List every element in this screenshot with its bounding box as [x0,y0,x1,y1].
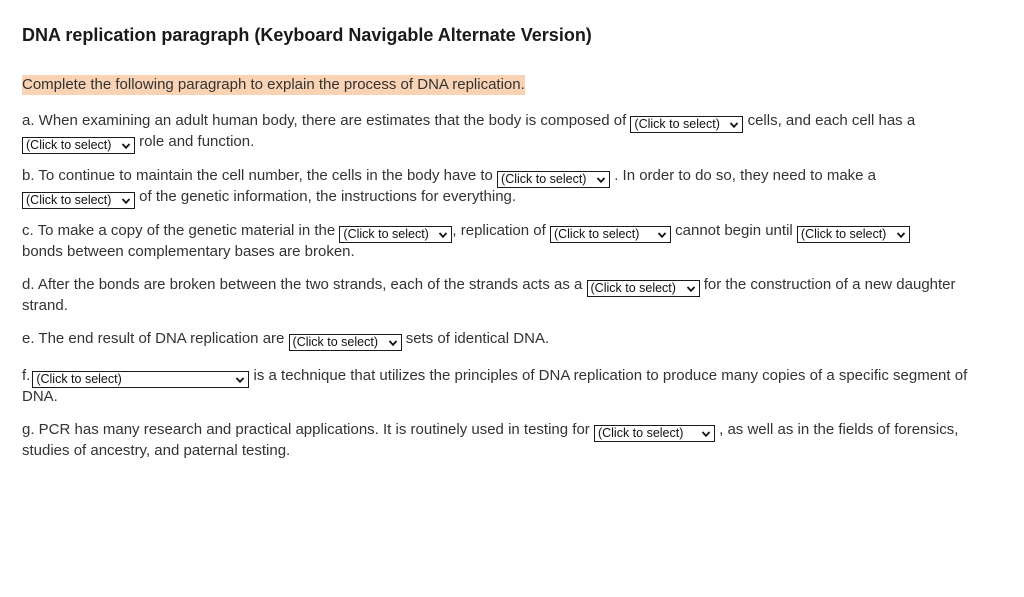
question-g-text-2: , as well as in the fields of forensics, studies of ancestry, and paternal testing. [22,421,959,459]
select-d-1-value: (Click to select) [590,281,676,295]
question-g [22,421,982,461]
page-title: DNA replication paragraph (Keyboard Navigable Alternate Version) [22,25,592,45]
select-f-1-value: (Click to select) [36,372,122,386]
question-g-text-1: g. PCR has many research and practical applications. It is routinely used in testing for [22,421,590,438]
question-b-text-2: . In order to do so, they need to make a [614,167,877,184]
select-b-2[interactable] [22,192,135,209]
select-g-1[interactable] [594,425,715,442]
chevron-down-icon [595,174,607,186]
select-g-1-value: (Click to select) [597,426,684,440]
select-e-1[interactable] [289,334,402,351]
question-c-text-3: cannot begin until [675,222,793,239]
chevron-down-icon [437,229,449,241]
select-c-1-value: (Click to select) [343,227,429,241]
question-f-text-1: f. [22,367,31,384]
select-d-1[interactable] [587,280,700,297]
select-f-1[interactable] [32,371,249,388]
question-f [22,367,982,407]
select-b-1[interactable] [497,171,610,188]
chevron-down-icon [656,229,668,241]
question-e [22,330,982,351]
select-c-3[interactable] [797,226,910,243]
question-a-text-2: cells, and each cell has a [747,112,916,129]
question-b [22,167,982,209]
question-f-text-2: is a technique that utilizes the principles of DNA replication to produce many copies of a specific segment of DNA. [22,367,968,405]
select-c-2[interactable] [550,226,671,243]
question-d [22,276,982,316]
chevron-down-icon [728,119,740,131]
question-d-text-2: for the construction of a new daughter strand. [22,276,956,314]
chevron-down-icon [120,140,132,152]
select-c-1[interactable] [339,226,452,243]
chevron-down-icon [895,229,907,241]
question-b-text-1: b. To continue to maintain the cell number, the cells in the body have to [22,167,493,184]
select-a-2[interactable] [22,137,135,154]
chevron-down-icon [700,428,712,440]
select-b-2-value: (Click to select) [26,193,112,207]
question-c-text-2: , replication of [452,222,546,239]
chevron-down-icon [234,374,246,386]
question-e-text-1: e. The end result of DNA replication are [22,330,285,347]
question-c-text-4: bonds between complementary bases are broken. [22,243,355,260]
chevron-down-icon [387,337,399,349]
select-a-1-value: (Click to select) [634,117,720,131]
question-d-text-1: d. After the bonds are broken between the two strands, each of the strands acts as a [22,276,583,293]
instructions: Complete the following paragraph to explain the process of DNA replication. [22,76,525,93]
select-e-1-value: (Click to select) [292,335,378,349]
select-a-2-value: (Click to select) [26,138,112,152]
select-c-3-value: (Click to select) [800,227,887,241]
question-e-text-2: sets of identical DNA. [405,330,550,347]
question-a-text-1: a. When examining an adult human body, there are estimates that the body is composed of [22,112,627,129]
question-c-text-1: c. To make a copy of the genetic material in the [22,222,336,239]
chevron-down-icon [120,195,132,207]
question-b-text-3: of the genetic information, the instructions for everything. [139,188,517,205]
question-c [22,222,982,262]
select-c-2-value: (Click to select) [553,227,640,241]
question-a [22,112,982,154]
select-a-1[interactable] [630,116,743,133]
select-b-1-value: (Click to select) [501,172,587,186]
question-a-text-3: role and function. [139,133,255,150]
chevron-down-icon [685,283,697,295]
